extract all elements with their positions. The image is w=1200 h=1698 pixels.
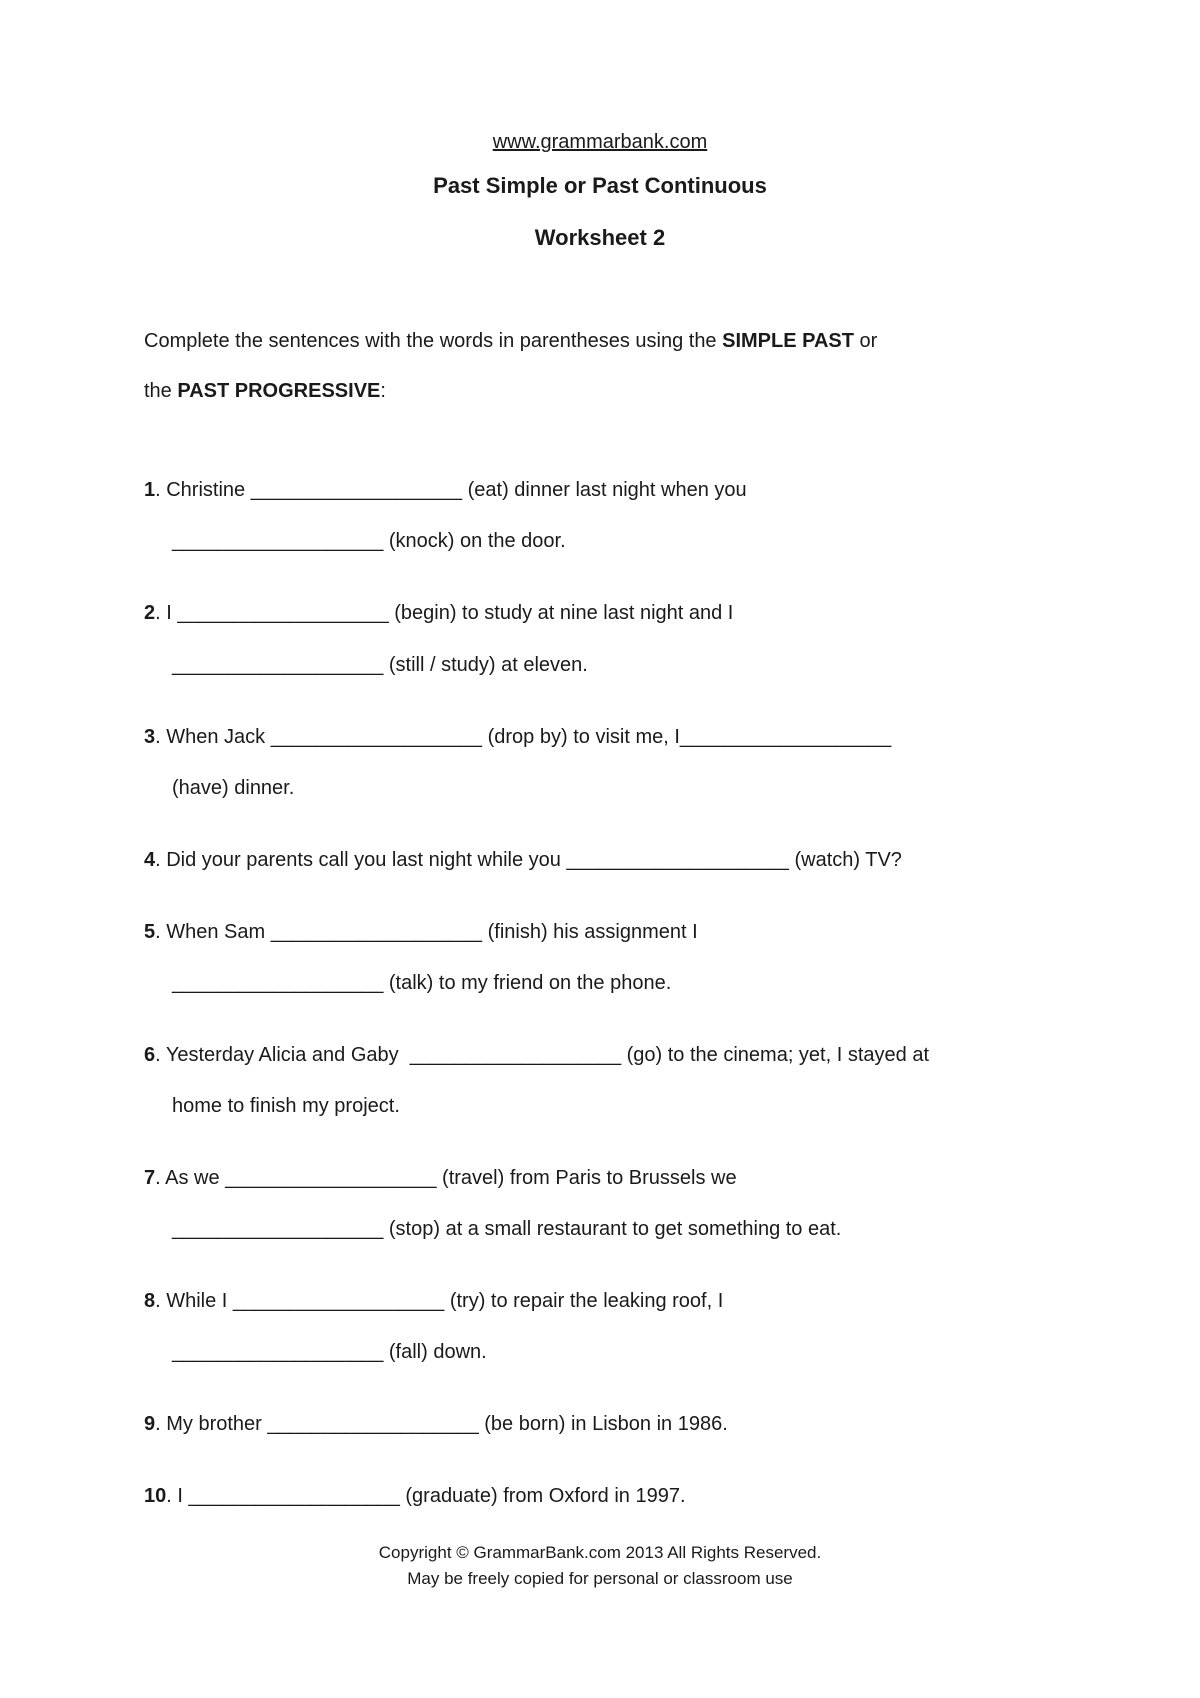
instructions-text: Complete the sentences with the words in parentheses using the	[144, 330, 723, 352]
instructions-emphasis: PAST PROGRESSIVE	[177, 380, 381, 402]
exercise-item-10	[144, 1485, 686, 1508]
item-text: . I ___________________ (graduate) from Oxford in 1997.	[166, 1485, 686, 1507]
instructions-emphasis: SIMPLE PAST	[722, 330, 854, 352]
item-text: . When Sam ___________________ (finish) his assignment I	[155, 921, 698, 943]
exercise-item-1	[144, 479, 747, 502]
exercise-item-6	[144, 1044, 929, 1067]
exercise-item-2	[144, 602, 733, 625]
worksheet-subtitle: Worksheet 2	[534, 225, 666, 250]
exercise-item-8-cont: ___________________ (fall) down.	[172, 1341, 487, 1363]
instructions-line-1	[144, 330, 877, 353]
item-number: 6	[144, 1044, 156, 1066]
item-text: . When Jack ___________________ (drop by) to visit me, I___________________	[155, 726, 892, 748]
item-text: . Christine ___________________ (eat) dinner last night when you	[155, 479, 747, 501]
exercise-item-1-cont: ___________________ (knock) on the door.	[172, 530, 566, 552]
instructions-text: or	[854, 330, 878, 352]
instructions-text: :	[380, 380, 386, 402]
exercise-item-7-cont: ___________________ (stop) at a small restaurant to get something to eat.	[172, 1218, 842, 1240]
exercise-item-2-cont: ___________________ (still / study) at eleven.	[172, 654, 588, 676]
item-text: . I ___________________ (begin) to study at nine last night and I	[155, 602, 734, 624]
item-number: 10	[144, 1485, 167, 1507]
item-number: 8	[144, 1290, 156, 1312]
exercise-item-8	[144, 1290, 723, 1313]
item-number: 9	[144, 1413, 156, 1435]
site-link[interactable]: www.grammarbank.com	[492, 131, 708, 153]
item-number: 2	[144, 602, 156, 624]
exercise-item-9	[144, 1413, 728, 1436]
page-title: Past Simple or Past Continuous	[433, 173, 767, 198]
item-text: . Yesterday Alicia and Gaby ___________________ (go) to the cinema; yet, I stayed at	[155, 1044, 930, 1066]
item-number: 1	[144, 479, 156, 501]
item-text: . As we ___________________ (travel) from Paris to Brussels we	[155, 1167, 737, 1189]
exercise-item-7	[144, 1167, 737, 1190]
exercise-item-3	[144, 726, 891, 749]
exercise-item-3-cont: (have) dinner.	[172, 777, 295, 799]
usage-note: May be freely copied for personal or classroom use	[407, 1569, 793, 1588]
item-number: 5	[144, 921, 156, 943]
copyright-text: Copyright © GrammarBank.com 2013 All Rights Reserved.	[378, 1543, 822, 1562]
instructions-text: the	[144, 380, 178, 402]
item-number: 3	[144, 726, 156, 748]
exercise-item-5	[144, 921, 698, 944]
item-text: . Did your parents call you last night while you ____________________ (watch) TV?	[155, 849, 902, 871]
instructions-line-2	[144, 380, 386, 403]
item-number: 4	[144, 849, 156, 871]
item-number: 7	[144, 1167, 156, 1189]
item-text: . My brother ___________________ (be born) in Lisbon in 1986.	[155, 1413, 728, 1435]
exercise-item-4	[144, 849, 902, 872]
exercise-item-5-cont: ___________________ (talk) to my friend on the phone.	[172, 972, 672, 994]
item-text: . While I ___________________ (try) to repair the leaking roof, I	[155, 1290, 724, 1312]
exercise-item-6-cont: home to finish my project.	[172, 1095, 400, 1117]
